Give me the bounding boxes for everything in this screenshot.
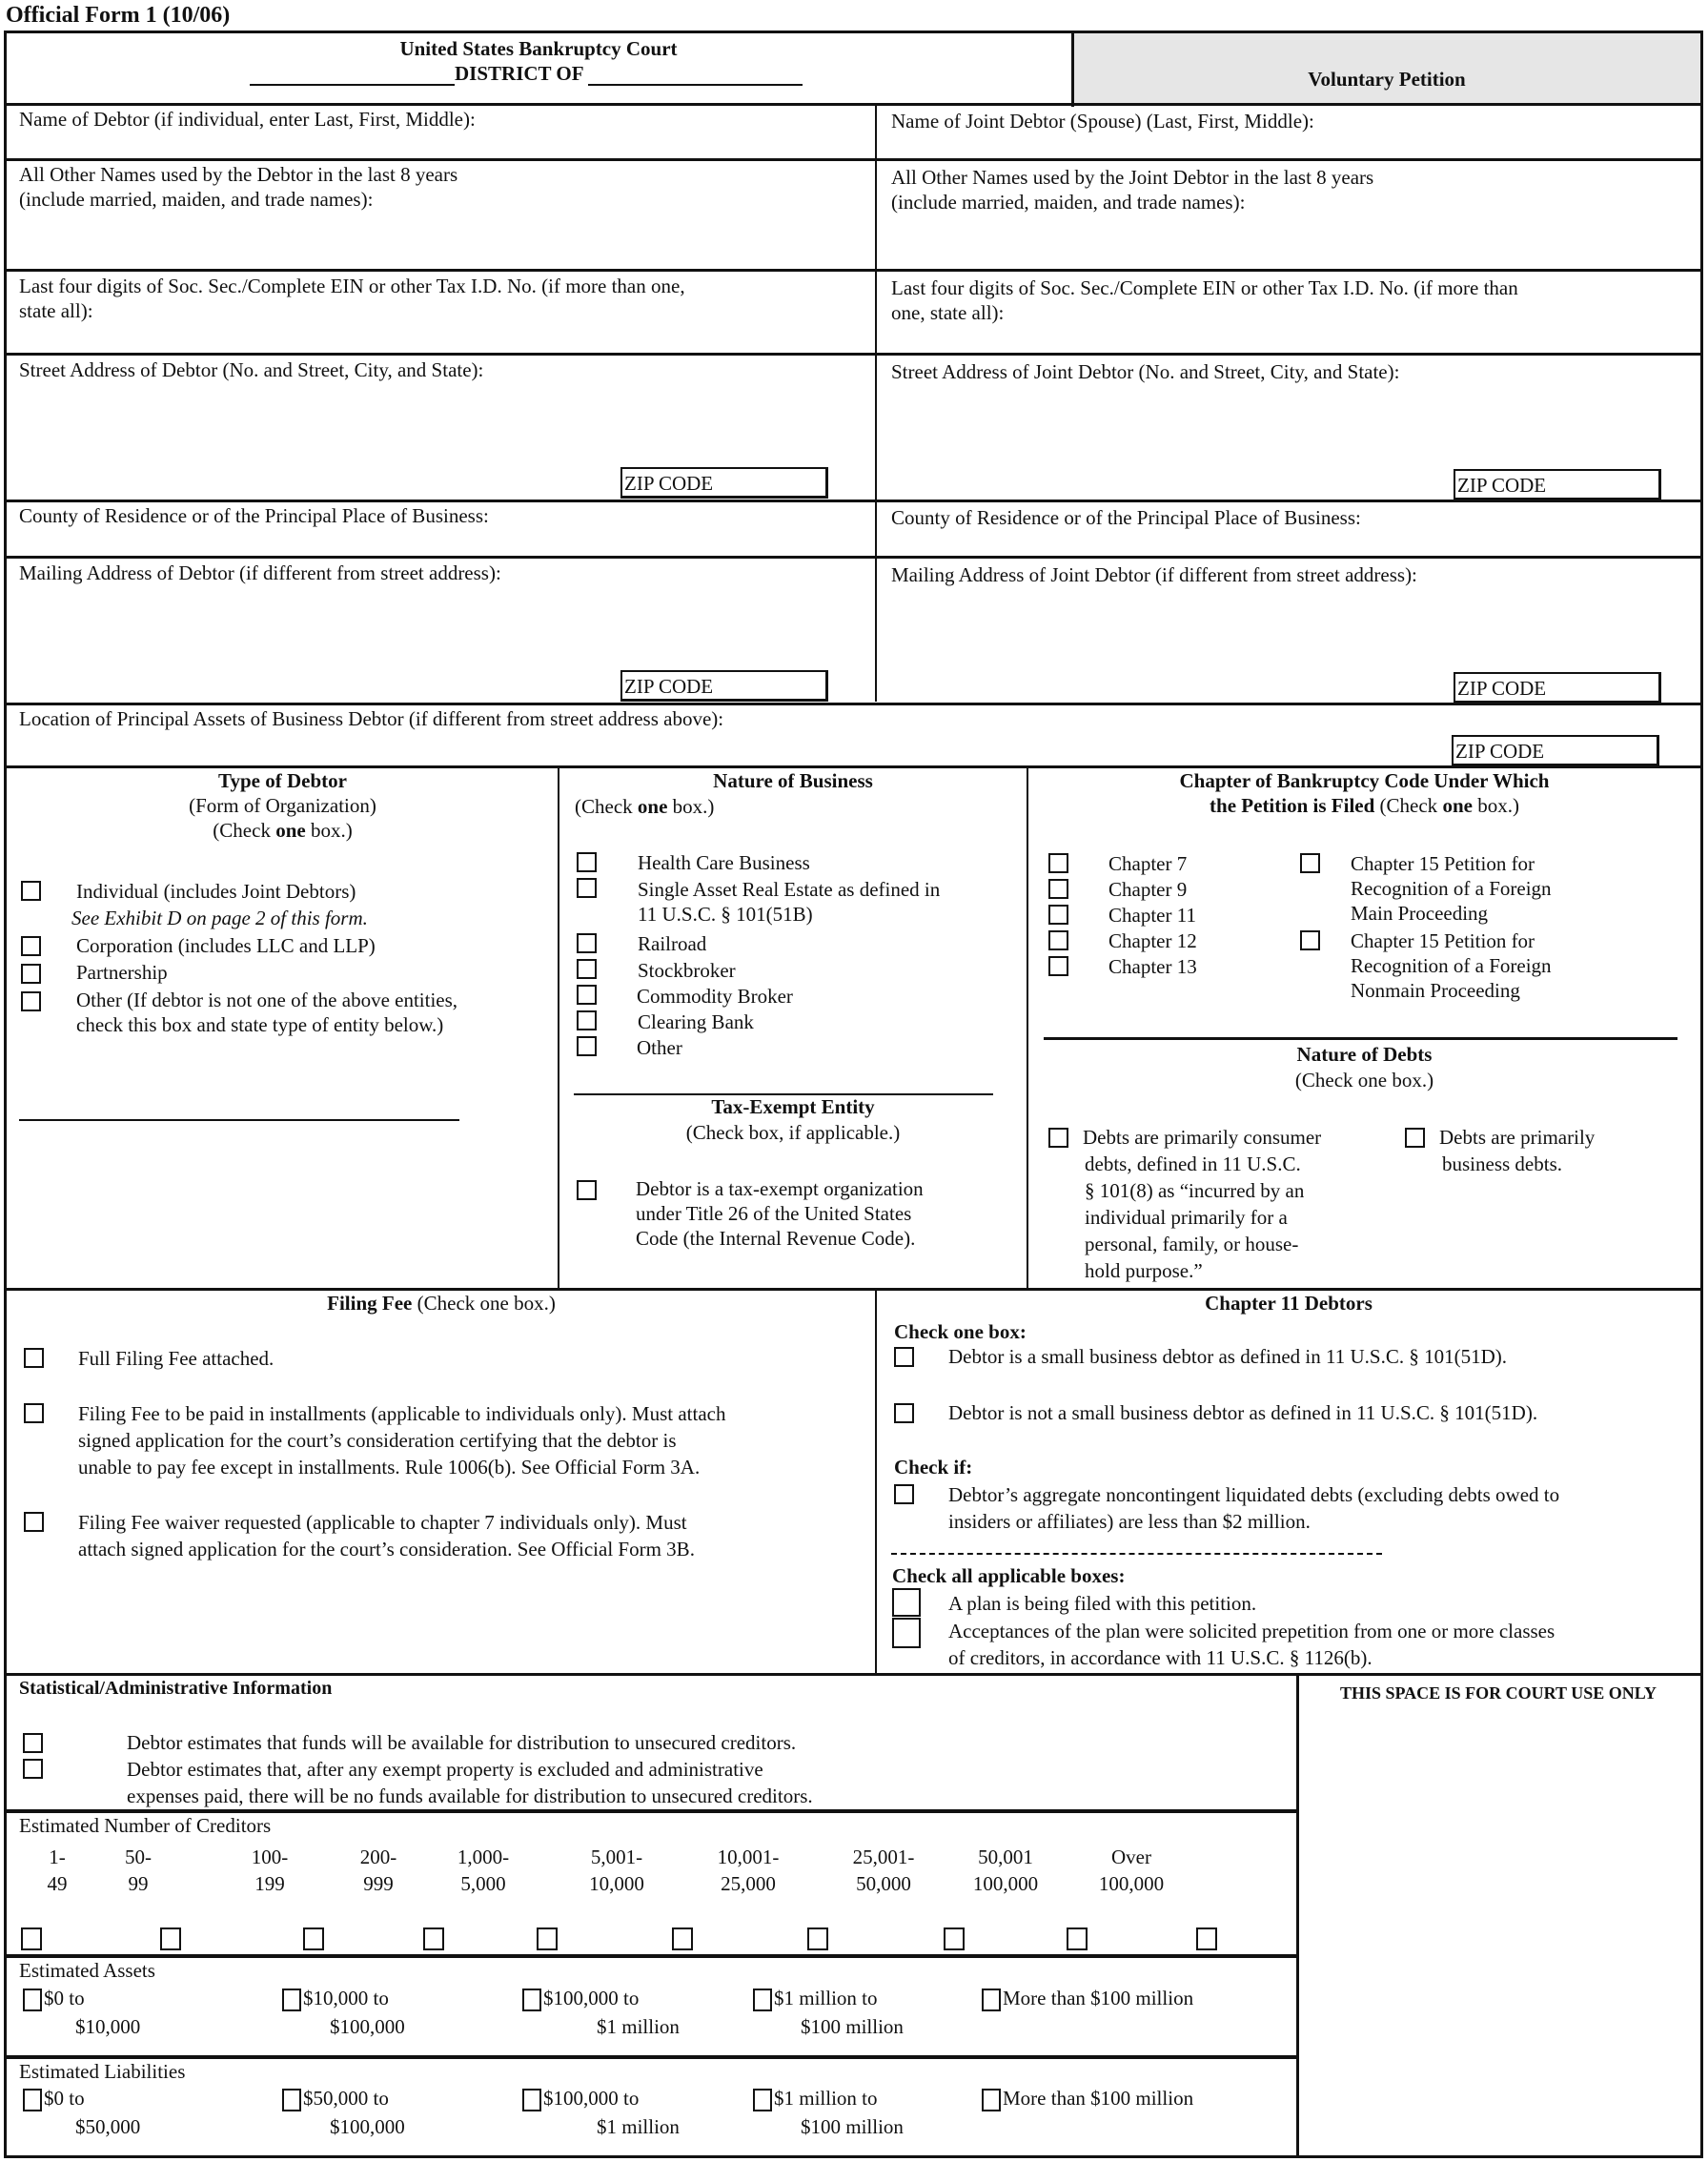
liabilities-range-label: $50,000 [75,2115,141,2138]
range-line: 10,001- [717,1846,780,1868]
range-line: 25,000 [721,1872,776,1895]
liabilities-range-checkbox[interactable] [282,2089,301,2111]
filing-fee-title [8,1291,875,1316]
check-if-label: Check if: [894,1456,973,1479]
commodity-broker-checkbox[interactable] [577,985,597,1005]
nature-check-instruction [575,794,714,819]
label-line: Filing Fee to be paid in installments (applicable to individuals only). Must attach [78,1402,726,1425]
rule [4,158,1703,161]
text: one [275,819,306,842]
form-title: Official Form 1 (10/06) [6,3,231,28]
column-divider [558,767,559,1288]
chapter-11-checkbox[interactable] [1048,905,1068,925]
assets-range-label: $1 million [597,2015,680,2038]
chapter-7-label: Chapter 7 [1108,852,1188,875]
acceptances-label [948,1618,1555,1671]
liabilities-range-label: $0 to [44,2087,85,2110]
creditor-range-label [326,1844,431,1897]
creditor-range-checkbox[interactable] [1196,1927,1217,1950]
dashed-separator [891,1553,1382,1555]
section-subtitle [1028,793,1700,818]
label-line: of creditors, in accordance with 11 U.S.C. § 1126(b). [948,1646,1372,1669]
not-small-business-checkbox[interactable] [894,1403,914,1423]
label-line: Debtor is a tax-exempt organization [636,1177,924,1200]
assets-range-label: $100 million [801,2015,904,2038]
chapter-13-checkbox[interactable] [1048,956,1068,976]
assets-range-label: $100,000 to [543,1987,640,2009]
chapter-11-label: Chapter 11 [1108,904,1196,927]
label-line: 11 U.S.C. § 101(51B) [638,903,813,926]
joint-other-names-input[interactable] [879,215,1700,268]
creditor-range-label [564,1844,669,1897]
label-line: unable to pay fee except in installments. Rule 1006(b). See Official Form 3A. [78,1456,701,1479]
check-all-label: Check all applicable boxes: [892,1564,1126,1587]
chapter11-title: Chapter 11 Debtors [1205,1292,1372,1315]
other-entity-type-input[interactable] [19,1096,459,1121]
joint-other-names-label [891,165,1373,214]
type-of-debtor-header [8,768,558,843]
other-business-label: Other [637,1036,682,1059]
commodity-broker-label: Commodity Broker [637,985,793,1008]
range-line: 100,000 [1098,1872,1165,1895]
chapter-header [1028,768,1700,818]
statistical-title: Statistical/Administrative Information [19,1678,333,1699]
nature-of-debts-sub: (Check one box.) [1294,1069,1434,1091]
clearing-bank-checkbox[interactable] [577,1010,597,1030]
range-line: 200- [359,1846,397,1868]
assets-range-label: $1 million to [774,1987,878,2009]
label-line: one, state all): [891,301,1005,324]
corporation-label: Corporation (includes LLC and LLP) [76,934,376,957]
joint-mailing-label: Mailing Address of Joint Debtor (if different from street address): [891,563,1417,586]
other-entity-checkbox[interactable] [21,991,41,1011]
label-line: (include married, maiden, and trade names): [891,191,1246,214]
label-line: Nonmain Proceeding [1351,979,1520,1002]
rule [4,500,1703,502]
railroad-checkbox[interactable] [577,933,597,953]
chapter-7-checkbox[interactable] [1048,853,1068,873]
court-use-title: THIS SPACE IS FOR COURT USE ONLY [1339,1683,1657,1703]
railroad-label: Railroad [638,932,707,955]
tax-exempt-title: Tax-Exempt Entity [711,1095,875,1118]
text: (Check [1374,794,1443,817]
district-line [250,61,841,86]
corporation-checkbox[interactable] [21,936,41,956]
chapter-15-main-checkbox[interactable] [1300,853,1320,873]
label-line: signed application for the court’s consideration certifying that the debtor is [78,1429,677,1452]
creditor-range-label [696,1844,801,1897]
check-one-box-label: Check one box: [894,1320,1027,1343]
individual-label: Individual (includes Joint Debtors) [76,880,356,903]
label-line: Filing Fee waiver requested (applicable to chapter 7 individuals only). Must [78,1511,687,1534]
petition-title: Voluntary Petition [1308,68,1466,91]
plan-filed-label: A plan is being filed with this petition. [948,1592,1257,1615]
small-business-label: Debtor is a small business debtor as defined in 11 U.S.C. § 101(51D). [948,1345,1507,1368]
creditor-range-checkbox[interactable] [672,1927,693,1950]
label-line: Code (the Internal Revenue Code). [636,1227,916,1250]
text: one [1442,794,1473,817]
chapter-9-label: Chapter 9 [1108,878,1188,901]
label-line: attach signed application for the court’s consideration. See Official Form 3B. [78,1538,695,1560]
liabilities-range-checkbox[interactable] [753,2089,772,2111]
joint-mailing-zip-field[interactable]: ZIP CODE [1454,672,1661,704]
rule [4,353,1703,356]
liabilities-range-label: More than $100 million [1003,2087,1194,2110]
creditor-range-checkbox[interactable] [537,1927,558,1950]
assets-range-checkbox[interactable] [522,1989,541,2011]
liabilities-title: Estimated Liabilities [19,2060,186,2083]
not-small-business-label: Debtor is not a small business debtor as defined in 11 U.S.C. § 101(51D). [948,1401,1538,1424]
label-line: All Other Names used by the Debtor in the last 8 years [19,163,458,186]
partnership-checkbox[interactable] [21,964,41,984]
chapter-9-checkbox[interactable] [1048,879,1068,899]
label-line: Main Proceeding [1351,902,1489,925]
joint-tax-id-label [891,275,1518,325]
chapter-13-label: Chapter 13 [1108,955,1197,978]
assets-range-label: $100,000 [330,2015,405,2038]
rule [4,1954,1297,1958]
label-line: Last four digits of Soc. Sec./Complete EIN or other Tax I.D. No. (if more than [891,276,1518,299]
district-blank-left[interactable] [250,65,455,86]
debtor-street-zip-field[interactable]: ZIP CODE [620,467,828,499]
installments-checkbox[interactable] [24,1403,44,1423]
debtor-mailing-label: Mailing Address of Debtor (if different from street address): [19,561,501,584]
debtor-county-input[interactable] [8,530,873,555]
section-subtitle: (Form of Organization) [189,794,376,817]
creditor-range-label [217,1844,322,1897]
location-assets-input[interactable] [8,734,1437,763]
health-care-checkbox[interactable] [577,852,597,872]
district-label: DISTRICT OF [455,62,583,85]
individual-checkbox[interactable] [21,881,41,901]
rule [4,2055,1297,2059]
assets-range-label: $0 to [44,1987,85,2009]
label-line: Other (If debtor is not one of the above entities, [76,989,458,1011]
debtor-mailing-zip-field[interactable]: ZIP CODE [620,670,828,702]
chapter-15-main-label [1351,851,1552,926]
label-line: All Other Names used by the Joint Debtor in the last 8 years [891,166,1374,189]
text: box.) [667,795,715,818]
column-divider [1027,767,1028,1288]
business-debts-checkbox[interactable] [1405,1128,1425,1148]
full-fee-label: Full Filing Fee attached. [78,1347,274,1370]
range-line: Over [1111,1846,1151,1868]
acceptances-checkbox[interactable] [892,1618,921,1648]
label-line: Chapter 15 Petition for [1351,929,1535,952]
debtor-street-input[interactable] [8,385,618,463]
debtor-tax-id-input[interactable] [8,324,873,353]
debtor-street-label: Street Address of Debtor (No. and Street, City, and State): [19,358,484,381]
section-title: Chapter of Bankruptcy Code Under Which [1179,769,1550,792]
range-line: 999 [363,1872,394,1895]
creditor-range-checkbox[interactable] [1067,1927,1088,1950]
section-title: Type of Debtor [218,769,347,792]
range-line: 5,000 [460,1872,506,1895]
assets-range-checkbox[interactable] [23,1989,42,2011]
stockbroker-checkbox[interactable] [577,959,597,979]
consumer-debts-label [1083,1124,1388,1284]
label-line: debts, defined in 11 U.S.C. [1085,1152,1301,1175]
range-line: 5,001- [590,1846,643,1868]
nature-of-business-title: Nature of Business [713,769,873,792]
small-business-checkbox[interactable] [894,1347,914,1367]
district-blank-right[interactable] [588,65,803,86]
clearing-bank-label: Clearing Bank [638,1010,754,1033]
aggregate-debts-label [948,1481,1559,1535]
single-asset-checkbox[interactable] [577,878,597,898]
tax-exempt-sub: (Check box, if applicable.) [685,1121,901,1144]
label-line: § 101(8) as “incurred by an [1085,1179,1305,1202]
creditor-range-label [86,1844,191,1897]
partnership-label: Partnership [76,961,168,984]
range-line: 1- [49,1846,66,1868]
text: (Check [575,795,638,818]
range-line: 10,000 [589,1872,644,1895]
creditor-range-checkbox[interactable] [160,1927,181,1950]
exhibit-d-note: See Exhibit D on page 2 of this form. [71,907,368,929]
nature-of-debts-title: Nature of Debts [1296,1043,1433,1066]
range-line: 25,001- [852,1846,915,1868]
other-entity-label [76,988,458,1037]
no-funds-checkbox[interactable] [23,1759,43,1779]
tax-exempt-label [636,1176,924,1251]
label-line: Debtor’s aggregate noncontingent liquidated debts (excluding debts owed to [948,1483,1560,1506]
text: one [637,795,668,818]
liabilities-range-checkbox[interactable] [982,2089,1001,2111]
full-fee-checkbox[interactable] [24,1348,44,1368]
range-line: 49 [47,1872,68,1895]
debtor-other-names-input[interactable] [8,215,873,268]
range-line: 100- [251,1846,289,1868]
creditors-title: Estimated Number of Creditors [19,1814,272,1837]
debtor-county-label: County of Residence or of the Principal Place of Business: [19,504,489,527]
column-divider [875,105,877,702]
stockbroker-label: Stockbroker [638,959,736,982]
liabilities-range-checkbox[interactable] [522,2089,541,2111]
liabilities-range-label: $1 million to [774,2087,878,2110]
debtor-tax-id-label [19,274,685,323]
liabilities-range-label: $100,000 [330,2115,405,2138]
joint-name-input[interactable] [879,133,1700,156]
creditor-range-label [1079,1844,1184,1897]
label-line: expenses paid, there will be no funds available for distribution to unsecured creditors. [127,1785,813,1807]
joint-tax-id-input[interactable] [879,324,1700,353]
creditor-range-checkbox[interactable] [303,1927,324,1950]
court-use-area [1299,1706,1700,2154]
assets-range-label: More than $100 million [1003,1987,1194,2009]
assets-title: Estimated Assets [19,1959,155,1982]
rule [4,269,1703,272]
single-asset-label [638,877,940,927]
label-line: under Title 26 of the United States [636,1202,912,1225]
range-line: 50,001 [978,1846,1033,1868]
label-line: insiders or affiliates) are less than $2 million. [948,1510,1311,1533]
range-line: 99 [128,1872,149,1895]
health-care-label: Health Care Business [638,851,810,874]
assets-range-checkbox[interactable] [282,1989,301,2011]
no-funds-label [127,1756,813,1809]
column-divider [875,1290,877,1674]
liabilities-range-label: $100,000 to [543,2087,640,2110]
range-line: 1,000- [457,1846,510,1868]
joint-street-input[interactable] [879,385,1451,463]
creditor-range-checkbox[interactable] [423,1927,444,1950]
creditor-range-checkbox[interactable] [21,1927,42,1950]
text: the Petition is Filed [1210,794,1375,817]
label-line: business debts. [1442,1152,1562,1175]
location-assets-label: Location of Principal Assets of Business Debtor (if different from street address above): [19,707,724,730]
chapter-12-checkbox[interactable] [1048,930,1068,950]
location-zip-field[interactable]: ZIP CODE [1452,735,1659,766]
installments-label [78,1400,725,1480]
creditor-range-checkbox[interactable] [944,1927,965,1950]
range-line: 50,000 [856,1872,911,1895]
label-line: Recognition of a Foreign [1351,954,1552,977]
fee-waiver-checkbox[interactable] [24,1512,44,1532]
range-line: 199 [254,1872,285,1895]
funds-available-label: Debtor estimates that funds will be available for distribution to unsecured creditors. [127,1731,797,1754]
joint-street-label: Street Address of Joint Debtor (No. and Street, City, and State): [891,360,1400,383]
chapter-12-label: Chapter 12 [1108,929,1197,952]
joint-mailing-input[interactable] [879,589,1451,667]
debtor-other-names-label [19,162,458,212]
joint-county-label: County of Residence or of the Principal Place of Business: [891,506,1361,529]
label-line: Debts are primarily consumer [1083,1126,1322,1149]
consumer-debts-checkbox[interactable] [1048,1128,1068,1148]
creditor-range-label [831,1844,936,1897]
assets-range-label: $10,000 [75,2015,141,2038]
funds-available-checkbox[interactable] [23,1733,43,1753]
label-line: individual primarily for a [1085,1206,1288,1229]
rule [4,103,1703,106]
liabilities-range-label: $1 million [597,2115,680,2138]
label-line: personal, family, or house- [1085,1233,1299,1255]
range-line: 100,000 [972,1872,1039,1895]
chapter-15-nonmain-label [1351,928,1552,1003]
debtor-mailing-input[interactable] [8,589,618,667]
liabilities-range-checkbox[interactable] [23,2089,42,2111]
label-line: Recognition of a Foreign [1351,877,1552,900]
text: box.) [1472,794,1519,817]
creditor-range-checkbox[interactable] [807,1927,828,1950]
label-line: Debts are primarily [1439,1126,1596,1149]
assets-range-checkbox[interactable] [753,1989,772,2011]
debtor-name-label: Name of Debtor (if individual, enter Last, First, Middle): [19,108,476,131]
rule [4,556,1703,559]
range-line: 50- [125,1846,152,1868]
liabilities-range-label: $50,000 to [303,2087,389,2110]
assets-range-label: $10,000 to [303,1987,389,2009]
joint-name-label: Name of Joint Debtor (Spouse) (Last, First, Middle): [891,110,1314,133]
assets-range-checkbox[interactable] [982,1989,1001,2011]
creditor-range-label [431,1844,536,1897]
text: (Check one box.) [412,1292,556,1315]
label-line: (include married, maiden, and trade names): [19,188,374,211]
other-business-checkbox[interactable] [577,1036,597,1056]
aggregate-debts-checkbox[interactable] [894,1484,914,1504]
joint-street-zip-field[interactable]: ZIP CODE [1454,469,1661,500]
rule [1044,1037,1678,1040]
plan-filed-checkbox[interactable] [892,1588,921,1617]
text: box.) [305,819,353,842]
court-name: United States Bankruptcy Court [399,37,678,60]
joint-county-input[interactable] [879,530,1700,555]
label-line: check this box and state type of entity below.) [76,1013,444,1036]
chapter-15-nonmain-checkbox[interactable] [1300,930,1320,950]
label-line: state all): [19,299,93,322]
tax-exempt-checkbox[interactable] [577,1180,597,1200]
text: Filing Fee [327,1292,413,1315]
rule [4,703,1703,705]
label-line: Chapter 15 Petition for [1351,852,1535,875]
text: (Check [213,819,276,842]
check-instruction [8,818,558,843]
label-line: Debtor estimates that, after any exempt property is excluded and administrative [127,1758,763,1781]
label-line: Acceptances of the plan were solicited prepetition from one or more classes [948,1620,1556,1642]
liabilities-range-label: $100 million [801,2115,904,2138]
fee-waiver-label [78,1509,695,1562]
creditor-range-label [953,1844,1058,1897]
label-line: hold purpose.” [1085,1259,1203,1282]
label-line: Last four digits of Soc. Sec./Complete EIN or other Tax I.D. No. (if more than one, [19,275,685,297]
label-line: Single Asset Real Estate as defined in [638,878,941,901]
business-debts-label [1439,1124,1595,1177]
debtor-name-input[interactable] [8,133,873,156]
